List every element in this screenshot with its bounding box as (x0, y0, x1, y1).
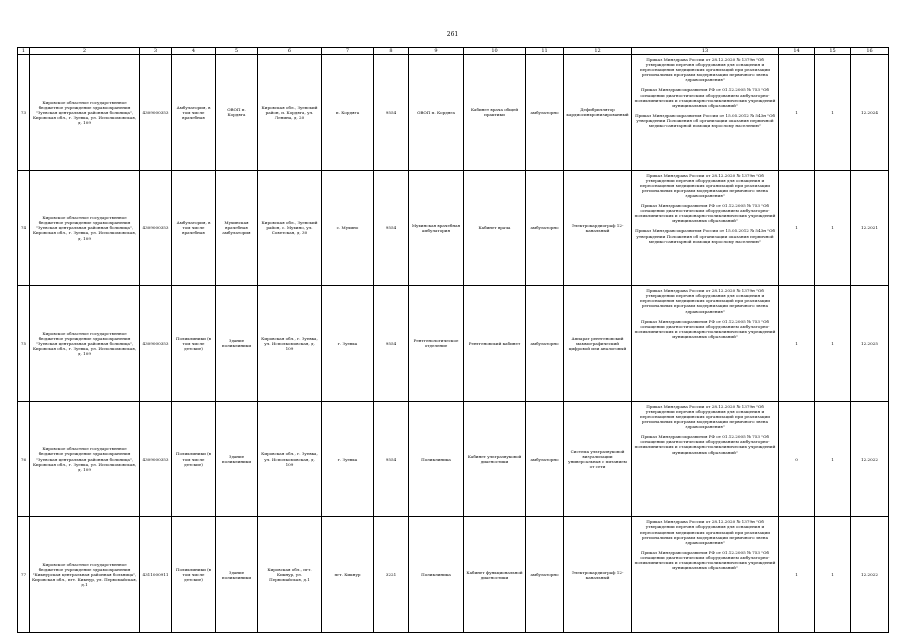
regulatory-orders-cell (632, 517, 779, 633)
table-row (18, 55, 889, 171)
settlement-cell: г. Зуевка (322, 286, 374, 402)
regulatory-order: Приказ Минздрава России от 28.12.2020 № 1379н "Об утверждении перечня оборудования для оснащения и переоснащения медицинских организаций при реализации региональных программ модернизации первичного звена здравоохранения" (640, 57, 770, 83)
subdivision-cell: Мухинская врачебная амбулатория (409, 170, 464, 286)
equipment-cell: Электрокардиограф 12-канальный (564, 170, 632, 286)
page-number: 261 (446, 31, 459, 38)
organization-cell: Кировское областное государственное бюджетное учреждение здравоохранения "Зуевская центральная районная больница", Кировская обл., г. Зуевка, ул. Исполкомовская, д. 109 (30, 401, 140, 517)
column-number: 3 (140, 48, 172, 55)
date-cell: 12.2024 (851, 55, 889, 171)
column-number: 5 (216, 48, 258, 55)
address-cell: Кировская обл., г. Зуевка, ул. Исполкомовская, д. 109 (258, 401, 322, 517)
cabinet-cell: Рентгеновский кабинет (464, 286, 526, 402)
subdivision-cell: ОВОП п. Кордяга (409, 55, 464, 171)
settlement-cell: г. Зуевка (322, 401, 374, 517)
regulatory-orders-cell (632, 55, 779, 171)
facility-unit-cell: Здание поликлиники (216, 286, 258, 402)
facility-type-cell: Поликлиники (в том числе детские) (172, 401, 216, 517)
inn-cell: 4309000353 (140, 286, 172, 402)
facility-unit-cell: Мухинская врачебная амбулатория (216, 170, 258, 286)
regulatory-order: Приказ Минздравсоцразвития РФ от 01.12.2005 № 753 "Об оснащении диагностическим оборудованием амбулаторно-поликлинических и стационарно-поликлинических учреждений муниципальных образований" (634, 203, 776, 224)
row-number: 75 (18, 286, 30, 402)
facility-type-cell: Поликлиники (в том числе детские) (172, 286, 216, 402)
regulatory-order: Приказ Минздравсоцразвития России от 15.05.2012 № 543н "Об утверждении Положения об организации оказания первичной медико-санитарной помощи взрослому населению" (635, 112, 775, 129)
table-row (18, 286, 889, 402)
date-cell: 12.2022 (851, 401, 889, 517)
regulatory-order: Приказ Минздрава России от 28.12.2020 № 1379н "Об утверждении перечня оборудования для оснащения и переоснащения медицинских организаций при реализации региональных программ модернизации первичного звена здравоохранения" (640, 519, 770, 545)
care-mode-cell: амбулаторно (526, 170, 564, 286)
code-cell: 9554 (374, 286, 409, 402)
address-cell: Кировская обл., Зуевский район, п. Кордяга, ул. Ленина, д. 20 (258, 55, 322, 171)
regulatory-orders-cell (632, 170, 779, 286)
address-cell: Кировская обл., г. Зуевка, ул. Исполкомовская, д. 109 (258, 286, 322, 402)
equipment-cell: Дефибриллятор кардиосинхронизированный (564, 55, 632, 171)
column-number: 8 (374, 48, 409, 55)
regulatory-order: Приказ Минздрава России от 28.12.2020 № 1379н "Об утверждении перечня оборудования для оснащения и переоснащения медицинских организаций при реализации региональных программ модернизации первичного звена здравоохранения" (640, 403, 770, 430)
column-number: 14 (779, 48, 815, 55)
date-cell: 12.2025 (851, 286, 889, 402)
date-cell: 12.2022 (851, 517, 889, 633)
date-cell: 12.2021 (851, 170, 889, 286)
organization-cell: Кировское областное государственное бюджетное учреждение здравоохранения "Кикнурская центральная районная больница", Кировская обл., пгт. Кикнур, ул. Первомайская, д.1 (30, 517, 140, 633)
facility-unit-cell: Здание поликлиники (216, 517, 258, 633)
facility-unit-cell: ОВОП п. Кордяга (216, 55, 258, 171)
column-number: 16 (851, 48, 889, 55)
code-cell: 3221 (374, 517, 409, 633)
row-number: 74 (18, 170, 30, 286)
subdivision-cell: Поликлиника (409, 401, 464, 517)
cabinet-cell: Кабинет врача (464, 170, 526, 286)
regulatory-order: Приказ Минздрава России от 28.12.2020 № 1379н "Об утверждении перечня оборудования для оснащения и переоснащения медицинских организаций при реализации региональных программ модернизации первичного звена здравоохранения" (640, 288, 770, 314)
address-cell: Кировская обл., Зуевский район, с. Мухино, ул. Советская, д. 30 (258, 170, 322, 286)
code-cell: 9554 (374, 55, 409, 171)
equipment-cell: Аппарат рентгеновский маммографический цифровой или аналоговый (564, 286, 632, 402)
quantity-needed-cell: 1 (815, 170, 851, 286)
subdivision-cell: Рентгенологическое отделение (409, 286, 464, 402)
column-number: 12 (564, 48, 632, 55)
regulatory-orders-cell (632, 286, 779, 402)
cabinet-cell: Кабинет ультразвуковой диагностики (464, 401, 526, 517)
organization-cell: Кировское областное государственное бюджетное учреждение здравоохранения "Зуевская центральная районная больница", Кировская обл., г. Зуевка, ул. Исполкомовская, д. 109 (30, 286, 140, 402)
inn-cell: 4309000353 (140, 170, 172, 286)
table-row (18, 517, 889, 633)
column-number: 15 (815, 48, 851, 55)
address-cell: Кировская обл., пгт. Кикнур, ул. Первомайская, д.1 (258, 517, 322, 633)
organization-cell: Кировское областное государственное бюджетное учреждение здравоохранения "Зуевская центральная районная больница", Кировская обл., г. Зуевка, ул. Исполкомовская, д. 109 (30, 55, 140, 171)
cabinet-cell: Кабинет функциональной диагностики (464, 517, 526, 633)
equipment-cell: Система ультразвуковой визуализации универсальная с питанием от сети (564, 401, 632, 517)
cabinet-cell: Кабинет врача общей практики (464, 55, 526, 171)
quantity-current-cell: 0 (779, 401, 815, 517)
care-mode-cell: амбулаторно (526, 286, 564, 402)
regulatory-order: Приказ Минздравсоцразвития России от 15.05.2012 № 543н "Об утверждении Положения об организации оказания первичной медико-санитарной помощи взрослому населению" (635, 228, 775, 244)
regulatory-order: Приказ Минздрава России от 28.12.2020 № 1379н "Об утверждении перечня оборудования для оснащения и переоснащения медицинских организаций при реализации региональных программ модернизации первичного звена здравоохранения" (640, 172, 770, 198)
column-number: 1 (18, 48, 30, 55)
column-number: 7 (322, 48, 374, 55)
column-number: 13 (632, 48, 779, 55)
quantity-current-cell: 1 (779, 517, 815, 633)
table-row (18, 170, 889, 286)
column-number: 9 (409, 48, 464, 55)
equipment-cell: Электрокардиограф 12-канальный (564, 517, 632, 633)
quantity-needed-cell: 1 (815, 286, 851, 402)
regulatory-order: Приказ Минздравсоцразвития РФ от 01.12.2005 № 753 "Об оснащении диагностическим оборудованием амбулаторно-поликлинических и стационарно-поликлинических учреждений муниципальных образований" (634, 87, 776, 108)
code-cell: 9554 (374, 401, 409, 517)
column-number: 11 (526, 48, 564, 55)
regulatory-order: Приказ Минздравсоцразвития РФ от 01.12.2005 № 753 "Об оснащении диагностическим оборудованием амбулаторно-поликлинических и стационарно-поликлинических учреждений муниципальных образований" (634, 318, 776, 339)
facility-type-cell: Поликлиники (в том числе детские) (172, 517, 216, 633)
quantity-needed-cell: 1 (815, 517, 851, 633)
care-mode-cell: амбулаторно (526, 517, 564, 633)
settlement-cell: п. Кордяга (322, 55, 374, 171)
facility-type-cell: Амбулатория, в том числе врачебная (172, 170, 216, 286)
regulatory-order: Приказ Минздравсоцразвития РФ от 01.12.2005 № 753 "Об оснащении диагностическим оборудованием амбулаторно-поликлинических и стационарно-поликлинических учреждений муниципальных образований" (634, 434, 776, 455)
quantity-current-cell: 1 (779, 286, 815, 402)
row-number: 73 (18, 55, 30, 171)
table-row (18, 401, 889, 517)
inn-cell: 4311000911 (140, 517, 172, 633)
row-number: 76 (18, 401, 30, 517)
settlement-cell: с. Мухино (322, 170, 374, 286)
regulatory-orders-cell (632, 401, 779, 517)
row-number: 77 (18, 517, 30, 633)
inn-cell: 4309000353 (140, 55, 172, 171)
organization-cell: Кировское областное государственное бюджетное учреждение здравоохранения "Зуевская центральная районная больница", Кировская обл., г. Зуевка, ул. Исполкомовская, д. 109 (30, 170, 140, 286)
column-number: 4 (172, 48, 216, 55)
column-number: 10 (464, 48, 526, 55)
regulatory-order: Приказ Минздравсоцразвития РФ от 01.12.2005 № 753 "Об оснащении диагностическим оборудованием амбулаторно-поликлинических и стационарно-поликлинических учреждений муниципальных образований" (634, 549, 776, 571)
quantity-needed-cell: 1 (815, 55, 851, 171)
column-number: 2 (30, 48, 140, 55)
quantity-needed-cell: 1 (815, 401, 851, 517)
code-cell: 9554 (374, 170, 409, 286)
column-number: 6 (258, 48, 322, 55)
quantity-current-cell: 1 (779, 170, 815, 286)
quantity-current-cell: 1 (779, 55, 815, 171)
facility-unit-cell: Здание поликлиники (216, 401, 258, 517)
facility-type-cell: Амбулатория, в том числе врачебная (172, 55, 216, 171)
settlement-cell: пгт. Кикнур (322, 517, 374, 633)
care-mode-cell: амбулаторно (526, 401, 564, 517)
inn-cell: 4309000353 (140, 401, 172, 517)
equipment-register-table (17, 47, 889, 633)
column-number-row (18, 48, 889, 55)
subdivision-cell: Поликлиника (409, 517, 464, 633)
care-mode-cell: амбулаторно (526, 55, 564, 171)
